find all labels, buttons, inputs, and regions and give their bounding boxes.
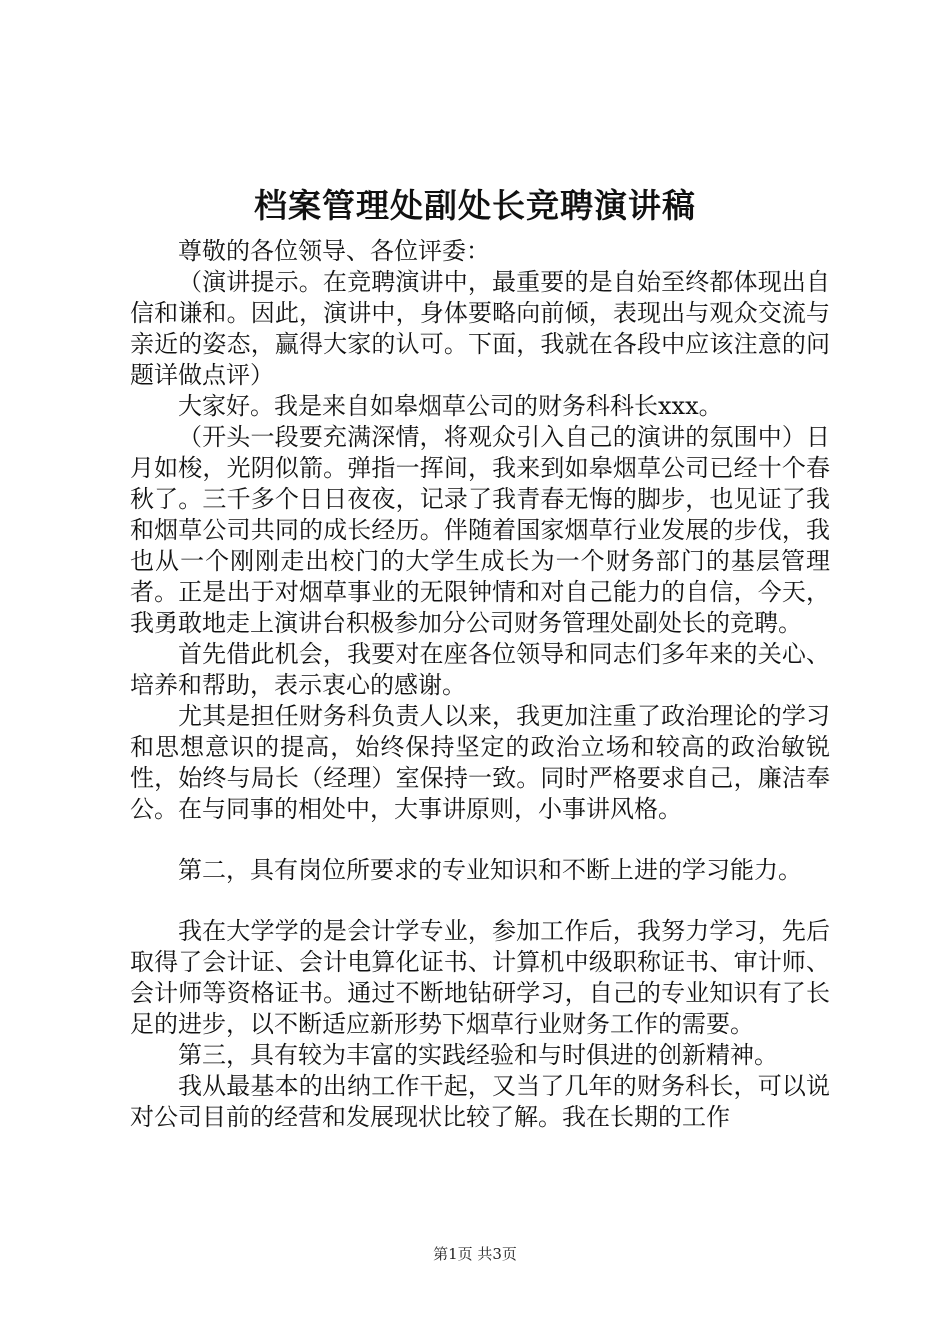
paragraph-second-point: 第二，具有岗位所要求的专业知识和不断上进的学习能力。	[178, 856, 802, 884]
paragraph-third-point: 第三，具有较为丰富的实践经验和与时俱进的创新精神。	[178, 1041, 778, 1069]
document-body	[130, 236, 830, 1133]
paragraph-greeting: 大家好。我是来自如皋烟草公司的财务科科长xxx。	[178, 392, 723, 420]
paragraph-thanks: 首先借此机会，我要对在座各位领导和同志们多年来的关心、培养和帮助，表示衷心的感谢。	[130, 640, 830, 699]
document-title: 档案管理处副处长竞聘演讲稿	[254, 186, 696, 225]
paragraph-salutation: 尊敬的各位领导、各位评委：	[178, 237, 490, 265]
paragraph-education: 我在大学学的是会计学专业，参加工作后，我努力学习，先后取得了会计证、会计电算化证书、计算机中级职称证书、审计师、会计师等资格证书。通过不断地钻研学习，自己的专业知识有了长足的进步，以不断适应新形势下烟草行业财务工作的需要。	[130, 917, 830, 1038]
paragraph-opening: （开头一段要充满深情，将观众引入自己的演讲的氛围中）日月如梭，光阴似箭。弹指一挥间，我来到如皋烟草公司已经十个春秋了。三千多个日日夜夜，记录了我青春无悔的脚步，也见证了我和烟草公司共同的成长经历。伴随着国家烟草行业发展的步伐，我也从一个刚刚走出校门的大学生成长为一个财务部门的基层管理者。正是出于对烟草事业的无限钟情和对自己能力的自信，今天，我勇敢地走上演讲台积极参加分公司财务管理处副处长的竞聘。	[130, 423, 830, 637]
paragraph-political: 尤其是担任财务科负责人以来，我更加注重了政治理论的学习和思想意识的提高，始终保持坚定的政治立场和较高的政治敏锐性，始终与局长（经理）室保持一致。同时严格要求自己，廉洁奉公。在与同事的相处中，大事讲原则，小事讲风格。	[130, 702, 830, 823]
paragraph-experience: 我从最基本的出纳工作干起，又当了几年的财务科长，可以说对公司目前的经营和发展现状比较了解。我在长期的工作	[130, 1072, 830, 1131]
paragraph-speech-tip: （演讲提示。在竞聘演讲中，最重要的是自始至终都体现出自信和谦和。因此，演讲中，身体要略向前倾，表现出与观众交流与亲近的姿态，赢得大家的认可。下面，我就在各段中应该注意的问题详做点评）	[130, 268, 830, 389]
page-footer: 第1页 共3页	[433, 1245, 517, 1263]
